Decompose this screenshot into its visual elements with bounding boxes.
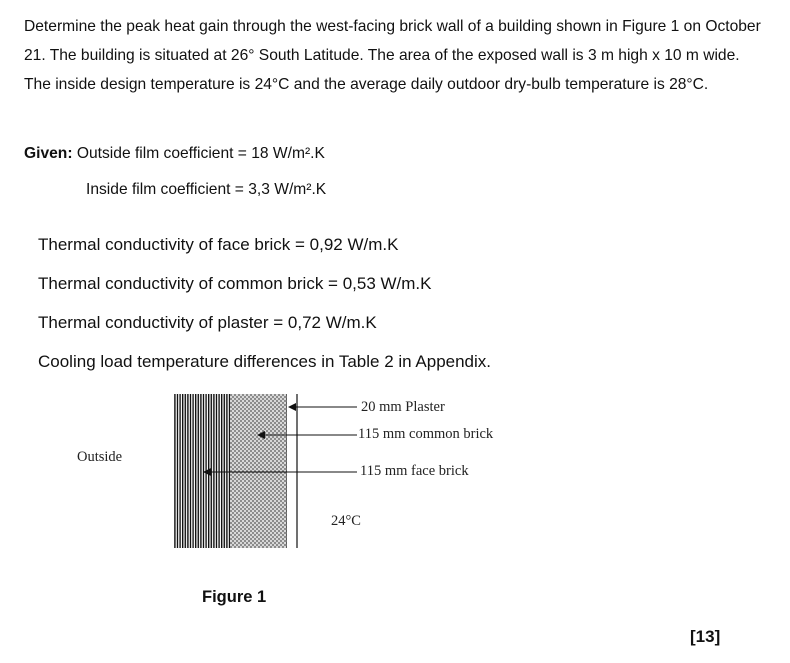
inside-temp-label: 24°C bbox=[331, 513, 361, 529]
k-common-brick: Thermal conductivity of common brick = 0,53 W/m.K bbox=[38, 274, 432, 293]
k-plaster: Thermal conductivity of plaster = 0,72 W/m.K bbox=[38, 313, 377, 332]
outside-label: Outside bbox=[77, 449, 123, 465]
cltd-note: Cooling load temperature differences in Table 2 in Appendix. bbox=[38, 352, 492, 371]
plaster-label: 20 mm Plaster bbox=[361, 399, 445, 415]
k-face-brick: Thermal conductivity of face brick = 0,92 W/m.K bbox=[38, 235, 399, 254]
question-paragraph: Determine the peak heat gain through the west-facing brick wall of a building shown in Figure 1 on October 21. The building is situated at 26° South Latitude. The area of the exposed wall is 3 m high x 10 m wide. The inside design temperature is 24°C and the average daily outdoor dry-bulb temperature is 28°C. bbox=[24, 18, 761, 93]
given-label: Given: bbox=[24, 145, 73, 162]
common-brick-layer bbox=[230, 394, 287, 548]
plaster-layer bbox=[287, 394, 297, 548]
given-outside-text: Outside film coefficient = 18 W/m².K bbox=[76, 145, 325, 162]
given-inside-film: Inside film coefficient = 3,3 W/m².K bbox=[86, 181, 327, 198]
face-brick-layer bbox=[174, 394, 230, 548]
given-outside-film bbox=[24, 145, 325, 163]
common-brick-label: 115 mm common brick bbox=[358, 426, 494, 442]
marks-total: [13] bbox=[690, 627, 721, 646]
face-brick-label: 115 mm face brick bbox=[360, 463, 469, 479]
figure-caption: Figure 1 bbox=[202, 588, 267, 606]
